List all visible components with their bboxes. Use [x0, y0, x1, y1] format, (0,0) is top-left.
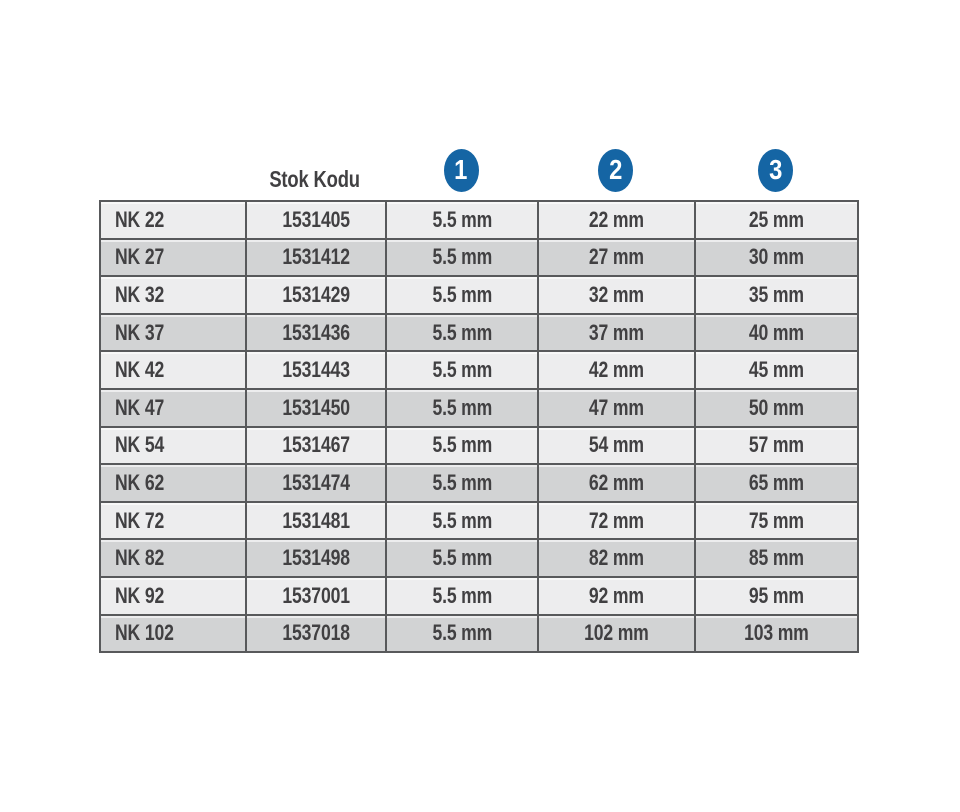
stock-code-cell: [245, 616, 385, 652]
table-row: [101, 313, 857, 351]
column-header-model: [101, 147, 245, 200]
badge-1-number: 1: [454, 153, 468, 185]
badge-3-number: 3: [768, 153, 783, 185]
stock-code-cell: [245, 503, 385, 539]
spec-table-body: [99, 200, 859, 653]
stock-code-text: 1531467: [282, 432, 350, 458]
stock-code-cell: [245, 202, 385, 238]
dim3-cell: [694, 352, 857, 388]
table-row: [101, 350, 857, 388]
dim3-cell: [694, 390, 857, 426]
callout-2-badge-icon: [598, 149, 633, 192]
dim2-cell: [537, 503, 694, 539]
dim1-text: 5.5 mm: [432, 244, 492, 270]
dim2-cell: [537, 616, 694, 652]
dim2-cell: [537, 202, 694, 238]
model-cell: [101, 503, 245, 539]
dim3-cell: [694, 240, 857, 276]
model-cell: [101, 540, 245, 576]
dim2-text: 72 mm: [589, 507, 644, 533]
dim1-text: 5.5 mm: [432, 319, 492, 345]
model-cell: [101, 352, 245, 388]
dim2-text: 47 mm: [589, 394, 644, 420]
dim2-text: 42 mm: [589, 357, 644, 383]
dim2-text: 32 mm: [589, 281, 644, 307]
stock-code-cell: [245, 428, 385, 464]
stock-code-cell: [245, 240, 385, 276]
dim3-cell: [694, 503, 857, 539]
table-header-band: [101, 147, 857, 200]
dim2-cell: [537, 352, 694, 388]
dim3-text: 103 mm: [744, 620, 809, 646]
model-text: NK 22: [115, 206, 165, 232]
stock-code-cell: [245, 465, 385, 501]
stock-code-text: 1531429: [282, 281, 350, 307]
column-header-stock-code: [245, 147, 385, 200]
table-row: [101, 501, 857, 539]
model-text: NK 82: [115, 545, 165, 571]
column-header-dim2: [537, 147, 694, 200]
dim2-cell: [537, 390, 694, 426]
table-row: [101, 202, 857, 238]
table-row: [101, 463, 857, 501]
table-row: [101, 538, 857, 576]
table-row: [101, 426, 857, 464]
model-text: NK 102: [115, 620, 174, 646]
model-cell: [101, 616, 245, 652]
dim2-text: 62 mm: [589, 469, 644, 495]
table-row: [101, 388, 857, 426]
model-text: NK 37: [115, 319, 165, 345]
badge-2-number: 2: [608, 153, 623, 185]
dim2-text: 37 mm: [589, 319, 644, 345]
dim2-text: 27 mm: [589, 244, 644, 270]
model-cell: [101, 315, 245, 351]
dim2-cell: [537, 315, 694, 351]
stock-code-header-label: Stok Kodu: [269, 166, 361, 192]
dim2-cell: [537, 465, 694, 501]
dim1-cell: [385, 465, 537, 501]
column-header-dim1: [385, 147, 537, 200]
table-row: [101, 576, 857, 614]
stock-code-text: 1531412: [282, 244, 350, 270]
stock-code-cell: [245, 540, 385, 576]
dim2-text: 82 mm: [589, 545, 644, 571]
model-cell: [101, 578, 245, 614]
model-cell: [101, 202, 245, 238]
dim1-cell: [385, 428, 537, 464]
dim1-text: 5.5 mm: [432, 281, 492, 307]
model-text: NK 47: [115, 394, 165, 420]
dim2-text: 102 mm: [584, 620, 649, 646]
column-header-dim3: [694, 147, 857, 200]
dim3-text: 40 mm: [749, 319, 804, 345]
model-cell: [101, 390, 245, 426]
model-text: NK 42: [115, 357, 165, 383]
stock-code-text: 1531481: [282, 507, 350, 533]
stock-code-cell: [245, 277, 385, 313]
dim3-cell: [694, 465, 857, 501]
stock-code-cell: [245, 578, 385, 614]
stock-code-text: 1537001: [282, 582, 350, 608]
dim3-text: 75 mm: [749, 507, 804, 533]
dim3-text: 45 mm: [749, 357, 804, 383]
dim2-cell: [537, 578, 694, 614]
dim3-text: 30 mm: [749, 244, 804, 270]
model-cell: [101, 428, 245, 464]
callout-3-badge-icon: [758, 149, 793, 192]
dim1-cell: [385, 352, 537, 388]
dim2-text: 54 mm: [589, 432, 644, 458]
dim1-text: 5.5 mm: [432, 432, 492, 458]
dim3-cell: [694, 277, 857, 313]
dim2-text: 22 mm: [589, 206, 644, 232]
model-cell: [101, 465, 245, 501]
dim1-text: 5.5 mm: [432, 469, 492, 495]
dim1-cell: [385, 240, 537, 276]
dim3-cell: [694, 540, 857, 576]
dim1-cell: [385, 503, 537, 539]
dim3-cell: [694, 315, 857, 351]
model-text: NK 72: [115, 507, 165, 533]
model-text: NK 62: [115, 469, 165, 495]
stock-code-cell: [245, 390, 385, 426]
dim1-cell: [385, 315, 537, 351]
model-text: NK 92: [115, 582, 165, 608]
model-cell: [101, 240, 245, 276]
stock-code-text: 1531443: [282, 357, 350, 383]
dim1-cell: [385, 616, 537, 652]
dim1-cell: [385, 578, 537, 614]
dim1-cell: [385, 540, 537, 576]
dim1-text: 5.5 mm: [432, 582, 492, 608]
dim1-text: 5.5 mm: [432, 507, 492, 533]
dim1-text: 5.5 mm: [432, 206, 492, 232]
dim2-text: 92 mm: [589, 582, 644, 608]
dim1-text: 5.5 mm: [432, 394, 492, 420]
dim1-text: 5.5 mm: [432, 357, 492, 383]
dim1-cell: [385, 390, 537, 426]
stock-code-text: 1531450: [282, 394, 350, 420]
dim3-text: 50 mm: [749, 394, 804, 420]
dim2-cell: [537, 277, 694, 313]
dim1-text: 5.5 mm: [432, 545, 492, 571]
dim3-cell: [694, 578, 857, 614]
stock-code-text: 1531405: [282, 206, 350, 232]
stock-code-cell: [245, 352, 385, 388]
stock-code-text: 1531474: [282, 469, 350, 495]
stock-code-text: 1531436: [282, 319, 350, 345]
model-cell: [101, 277, 245, 313]
dim2-cell: [537, 428, 694, 464]
stock-code-cell: [245, 315, 385, 351]
dim1-text: 5.5 mm: [432, 620, 492, 646]
dim3-cell: [694, 616, 857, 652]
dim3-cell: [694, 428, 857, 464]
stock-code-text: 1531498: [282, 545, 350, 571]
stock-code-text: 1537018: [282, 620, 350, 646]
model-text: NK 54: [115, 432, 165, 458]
dim1-cell: [385, 277, 537, 313]
table-row: [101, 238, 857, 276]
dim3-text: 25 mm: [749, 206, 804, 232]
dim3-text: 35 mm: [749, 281, 804, 307]
table-row: [101, 275, 857, 313]
dim3-cell: [694, 202, 857, 238]
dim2-cell: [537, 540, 694, 576]
dim3-text: 95 mm: [749, 582, 804, 608]
dim3-text: 65 mm: [749, 469, 804, 495]
model-text: NK 32: [115, 281, 165, 307]
callout-1-badge-icon: [444, 149, 479, 192]
dim1-cell: [385, 202, 537, 238]
dim3-text: 57 mm: [749, 432, 804, 458]
dim3-text: 85 mm: [749, 545, 804, 571]
dim2-cell: [537, 240, 694, 276]
model-text: NK 27: [115, 244, 165, 270]
table-row: [101, 614, 857, 652]
